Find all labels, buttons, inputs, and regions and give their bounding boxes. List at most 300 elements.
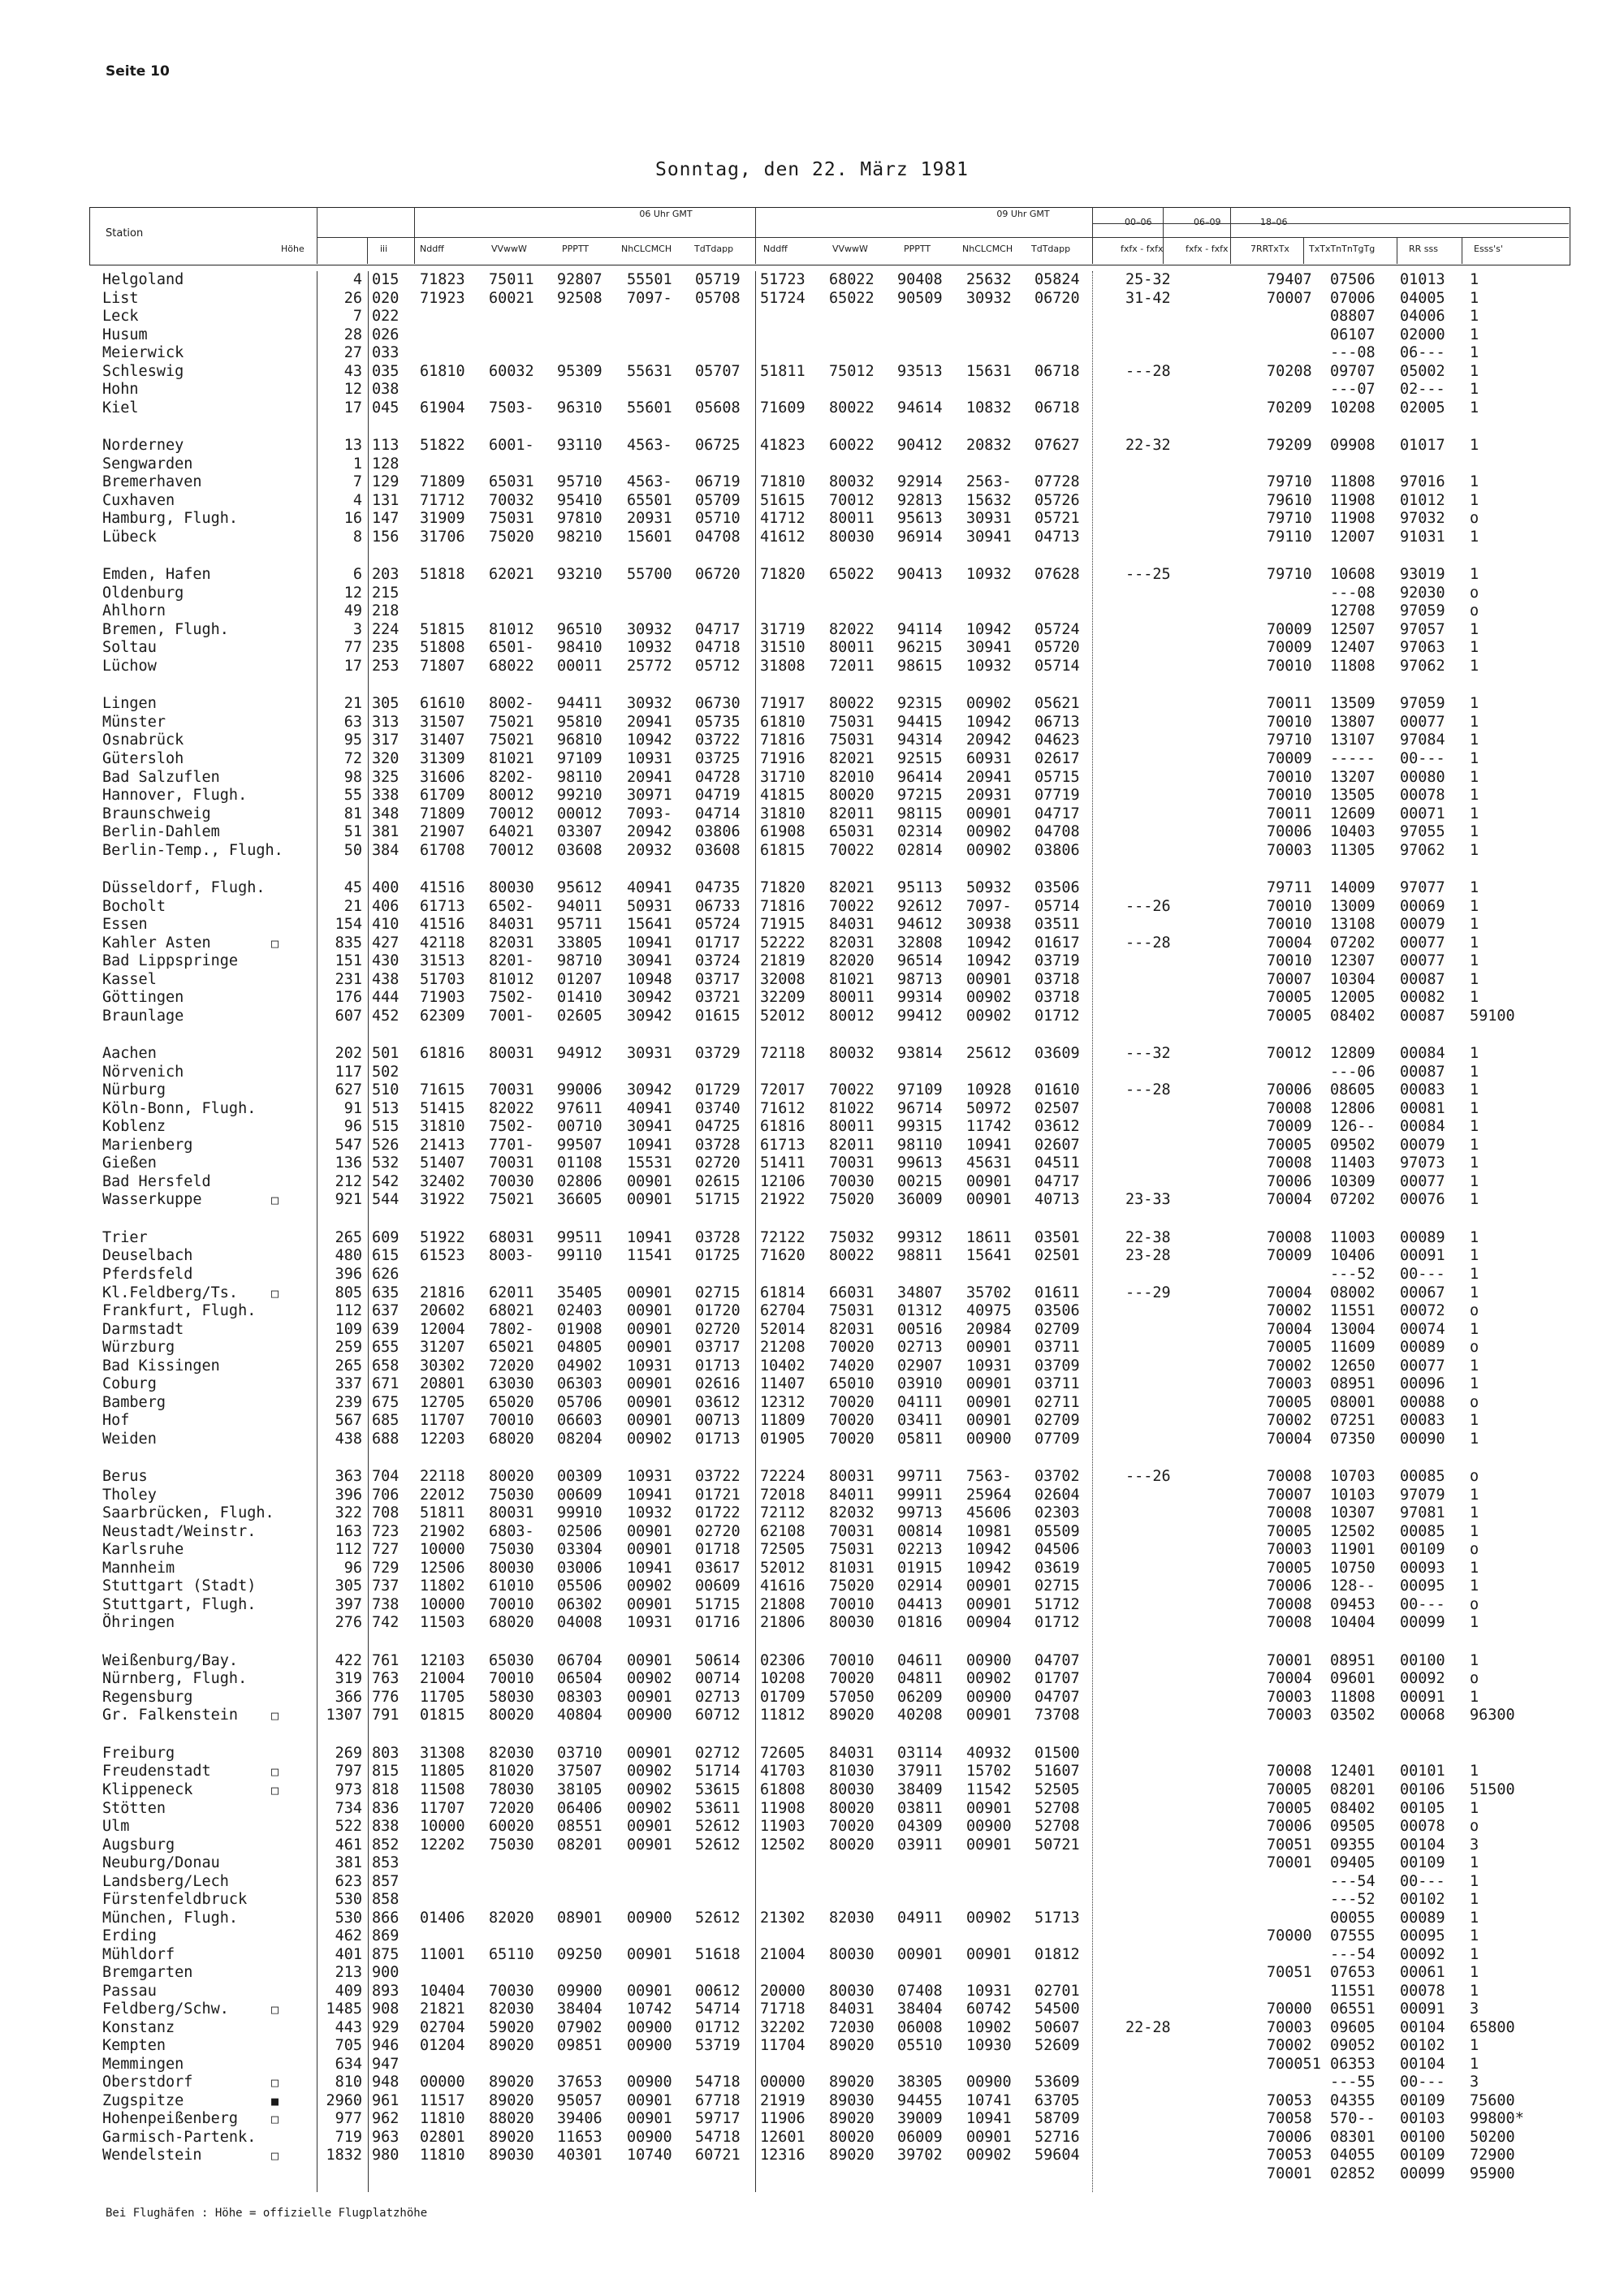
obs-09-2: 75020	[829, 1191, 875, 1209]
group-rr-sss: 02---	[1400, 381, 1445, 399]
obs-06-1: 20801	[420, 1375, 465, 1393]
obs-09-5: 04717	[1034, 1172, 1080, 1190]
station-height: 265	[335, 1357, 362, 1375]
gust-00-06: 25-32	[1125, 271, 1171, 288]
station-id: 430	[372, 952, 400, 970]
station-name: Deuselbach	[102, 1247, 193, 1265]
group-esss: 1	[1470, 713, 1479, 731]
group-temp-extremes: 10406	[1330, 1247, 1376, 1265]
station-height: 977	[335, 2110, 362, 2128]
station-id: 113	[372, 437, 400, 455]
table-row	[0, 510, 1624, 528]
obs-06-2: 70030	[489, 1982, 534, 2000]
obs-09-4: 20931	[966, 787, 1012, 804]
obs-06-3: 08204	[557, 1430, 603, 1448]
table-row	[0, 1541, 1624, 1559]
obs-06-4: 10948	[627, 970, 672, 988]
obs-06-3: 09900	[557, 1982, 603, 2000]
station-name: Bad Hersfeld	[102, 1172, 211, 1190]
obs-06-1: 22118	[420, 1468, 465, 1486]
obs-06-5: 00713	[695, 1412, 741, 1430]
table-row	[0, 437, 1624, 455]
obs-09-2: 80030	[829, 1614, 875, 1632]
station-id: 857	[372, 1872, 400, 1890]
obs-09-1: 12312	[760, 1393, 806, 1411]
obs-06-1: 11805	[420, 1763, 465, 1780]
obs-06-5: 06725	[695, 437, 741, 455]
group-esss: 65800	[1470, 2018, 1515, 2036]
group-7rr: 70001	[1267, 2164, 1312, 2182]
obs-09-5: 06718	[1034, 362, 1080, 380]
obs-09-4: 2563-	[966, 473, 1012, 491]
group-esss: 1	[1470, 344, 1479, 362]
table-row	[0, 363, 1624, 381]
obs-06-2: 8201-	[489, 952, 534, 970]
station-name: Wasserkuppe	[102, 1191, 202, 1209]
obs-09-3: 97109	[897, 1081, 943, 1099]
obs-06-4: 00901	[627, 1541, 672, 1559]
station-height: 1	[352, 455, 362, 473]
obs-09-5: 06720	[1034, 289, 1080, 307]
group-rr-sss: 97059	[1400, 602, 1445, 620]
obs-06-2: 89020	[489, 2037, 534, 2055]
obs-06-1: 20602	[420, 1302, 465, 1319]
obs-06-5: 00609	[695, 1577, 741, 1595]
obs-06-3: 03307	[557, 823, 603, 840]
station-id: 946	[372, 2037, 400, 2055]
obs-09-1: 71916	[760, 750, 806, 767]
station-height: 319	[335, 1670, 362, 1688]
station-height: 91	[343, 1099, 362, 1117]
obs-09-4: 00901	[966, 1339, 1012, 1356]
obs-09-4: 50932	[966, 879, 1012, 897]
obs-09-5: 50607	[1034, 2018, 1080, 2036]
table-row	[0, 989, 1624, 1007]
table-row	[0, 695, 1624, 713]
group-esss: 1	[1470, 1228, 1479, 1246]
header-station: Station	[106, 227, 144, 240]
obs-09-3: 37911	[897, 1763, 943, 1780]
group-temp-extremes: -----	[1330, 750, 1376, 767]
table-row	[0, 1468, 1624, 1486]
obs-09-1: 11812	[760, 1707, 806, 1724]
obs-09-5: 03612	[1034, 1118, 1080, 1136]
station-id: 763	[372, 1670, 400, 1688]
group-esss: 1	[1470, 1982, 1479, 2000]
obs-06-4: 10932	[627, 639, 672, 657]
obs-09-3: 99412	[897, 1007, 943, 1025]
station-height: 461	[335, 1836, 362, 1854]
gust-00-06: ---28	[1125, 934, 1171, 952]
station-height: 50	[343, 841, 362, 859]
mountain-station-icon: □	[271, 2075, 279, 2091]
obs-09-4: 10932	[966, 566, 1012, 584]
group-temp-extremes: 10703	[1330, 1468, 1376, 1486]
table-row	[0, 1137, 1624, 1154]
obs-09-2: 82031	[829, 1320, 875, 1338]
station-id: 947	[372, 2055, 400, 2073]
group-esss: 1	[1470, 473, 1479, 491]
obs-09-2: 75020	[829, 1577, 875, 1595]
obs-06-4: 4563-	[627, 473, 672, 491]
station-name: Kahler Asten	[102, 934, 211, 952]
obs-06-3: 40804	[557, 1707, 603, 1724]
obs-06-5: 52612	[695, 1836, 741, 1854]
obs-09-5: 07627	[1034, 437, 1080, 455]
obs-09-3: 96215	[897, 639, 943, 657]
group-7rr: 700051	[1267, 2055, 1321, 2073]
obs-06-4: 00902	[627, 1430, 672, 1448]
obs-06-1: 51415	[420, 1099, 465, 1117]
obs-06-3: 01410	[557, 989, 603, 1007]
header-iii: iii	[380, 244, 388, 254]
group-rr-sss: 00087	[1400, 1007, 1445, 1025]
group-rr-sss: 00068	[1400, 1707, 1445, 1724]
station-height: 627	[335, 1081, 362, 1099]
obs-06-3: 06704	[557, 1651, 603, 1669]
station-height: 72	[343, 750, 362, 767]
obs-06-4: 00900	[627, 2018, 672, 2036]
station-height: 136	[335, 1154, 362, 1172]
obs-06-1: 10000	[420, 1818, 465, 1835]
obs-09-1: 52014	[760, 1320, 806, 1338]
table-row	[0, 566, 1624, 584]
obs-09-2: 70020	[829, 1670, 875, 1688]
group-7rr: 70002	[1267, 1412, 1312, 1430]
group-rr-sss: 00105	[1400, 1799, 1445, 1817]
table-row	[0, 1266, 1624, 1284]
station-id: 961	[372, 2091, 400, 2109]
obs-09-4: 10941	[966, 1136, 1012, 1154]
obs-06-5: 04714	[695, 805, 741, 822]
obs-06-5: 00612	[695, 1982, 741, 2000]
obs-09-1: 41823	[760, 437, 806, 455]
obs-09-4: 00901	[966, 1412, 1012, 1430]
group-rr-sss: 05002	[1400, 362, 1445, 380]
table-row	[0, 1394, 1624, 1412]
obs-06-5: 67718	[695, 2091, 741, 2109]
station-id: 544	[372, 1191, 400, 1209]
obs-06-3: 03608	[557, 841, 603, 859]
table-row	[0, 787, 1624, 805]
obs-09-4: 00901	[966, 805, 1012, 822]
obs-06-1: 51818	[420, 566, 465, 584]
group-rr-sss: 00104	[1400, 2055, 1445, 2073]
obs-09-2: 75031	[829, 732, 875, 749]
group-esss: 1	[1470, 805, 1479, 822]
obs-09-5: 01812	[1034, 1945, 1080, 1963]
table-row	[0, 658, 1624, 675]
station-height: 49	[343, 602, 362, 620]
mountain-station-icon: □	[271, 1764, 279, 1780]
obs-06-5: 51714	[695, 1763, 741, 1780]
station-name: Gütersloh	[102, 750, 184, 767]
group-rr-sss: 00083	[1400, 1412, 1445, 1430]
station-height: 4	[352, 271, 362, 288]
group-rr-sss: 00089	[1400, 1339, 1445, 1356]
obs-09-5: 01712	[1034, 1614, 1080, 1632]
group-rr-sss: 00096	[1400, 1375, 1445, 1393]
obs-09-3: 06008	[897, 2018, 943, 2036]
obs-06-4: 25772	[627, 657, 672, 675]
group-esss: 1	[1470, 1099, 1479, 1117]
obs-09-3: 04413	[897, 1595, 943, 1613]
obs-09-4: 00901	[966, 1595, 1012, 1613]
obs-06-4: 00901	[627, 1393, 672, 1411]
obs-09-2: 82021	[829, 879, 875, 897]
obs-06-1: 71823	[420, 271, 465, 288]
obs-06-2: 82030	[489, 1744, 534, 1762]
station-id: 688	[372, 1430, 400, 1448]
group-7rr: 70008	[1267, 1099, 1312, 1117]
station-name: Bad Kissingen	[102, 1357, 220, 1375]
obs-09-4: 00901	[966, 1393, 1012, 1411]
obs-09-3: 32808	[897, 934, 943, 952]
group-7rr: 70005	[1267, 1781, 1312, 1798]
group-esss: 1	[1470, 732, 1479, 749]
obs-09-1: 72112	[760, 1504, 806, 1522]
obs-09-3: 03411	[897, 1412, 943, 1430]
group-rr-sss: 00067	[1400, 1284, 1445, 1301]
obs-09-3: 96714	[897, 1099, 943, 1117]
obs-06-5: 03724	[695, 952, 741, 970]
group-esss: 51500	[1470, 1781, 1515, 1798]
obs-09-3: 98110	[897, 1136, 943, 1154]
obs-06-4: 00902	[627, 1670, 672, 1688]
obs-09-2: 60022	[829, 437, 875, 455]
obs-09-5: 05720	[1034, 639, 1080, 657]
obs-06-1: 01406	[420, 1909, 465, 1927]
station-name: Hannover, Flugh.	[102, 787, 248, 804]
table-row	[0, 1229, 1624, 1247]
obs-06-2: 70032	[489, 491, 534, 509]
obs-09-1: 11908	[760, 1799, 806, 1817]
obs-09-3: 90412	[897, 437, 943, 455]
table-row	[0, 1964, 1624, 1982]
obs-06-2: 75030	[489, 1486, 534, 1504]
group-rr-sss: 02000	[1400, 326, 1445, 343]
table-row	[0, 916, 1624, 934]
obs-09-3: 02213	[897, 1541, 943, 1559]
table-row	[0, 714, 1624, 732]
group-rr-sss: 00080	[1400, 768, 1445, 786]
obs-09-2: 80011	[829, 1118, 875, 1136]
obs-06-2: 65021	[489, 1339, 534, 1356]
obs-06-2: 89020	[489, 2091, 534, 2109]
obs-09-1: 71816	[760, 732, 806, 749]
group-rr-sss: 97063	[1400, 639, 1445, 657]
obs-09-2: 84031	[829, 2000, 875, 2018]
table-row	[0, 1064, 1624, 1081]
table-row	[0, 1412, 1624, 1430]
group-temp-extremes: 11908	[1330, 510, 1376, 528]
obs-09-3: 90509	[897, 289, 943, 307]
station-name: Neustadt/Weinstr.	[102, 1522, 257, 1540]
group-temp-extremes: 09453	[1330, 1595, 1376, 1613]
obs-06-5: 05708	[695, 289, 741, 307]
group-rr-sss: 00081	[1400, 1099, 1445, 1117]
obs-09-3: 00516	[897, 1320, 943, 1338]
group-esss: 95900	[1470, 2164, 1515, 2182]
group-esss: 1	[1470, 1651, 1479, 1669]
group-esss: o	[1470, 584, 1479, 602]
obs-09-1: 71718	[760, 2000, 806, 2018]
obs-06-5: 03728	[695, 1228, 741, 1246]
obs-09-5: 07628	[1034, 566, 1080, 584]
obs-06-4: 30942	[627, 989, 672, 1007]
obs-06-1: 31922	[420, 1191, 465, 1209]
station-name: Pferdsfeld	[102, 1266, 193, 1283]
obs-06-3: 02605	[557, 1007, 603, 1025]
obs-06-2: 80031	[489, 1504, 534, 1522]
station-id: 900	[372, 1964, 400, 1982]
station-height: 623	[335, 1872, 362, 1890]
table-row	[0, 381, 1624, 399]
obs-06-4: 40941	[627, 879, 672, 897]
obs-09-5: 52716	[1034, 2128, 1080, 2146]
obs-09-1: 00000	[760, 2074, 806, 2091]
obs-06-3: 40301	[557, 2147, 603, 2164]
group-rr-sss: 00101	[1400, 1763, 1445, 1780]
station-id: 513	[372, 1099, 400, 1117]
obs-09-1: 31810	[760, 805, 806, 822]
obs-06-4: 00901	[627, 1191, 672, 1209]
group-temp-extremes: 10307	[1330, 1504, 1376, 1522]
group-esss: 1	[1470, 768, 1479, 786]
station-id: 658	[372, 1357, 400, 1375]
obs-06-4: 10742	[627, 2000, 672, 2018]
station-height: 438	[335, 1430, 362, 1448]
station-height: 55	[343, 787, 362, 804]
group-temp-extremes: ---54	[1330, 1945, 1376, 1963]
station-height: 109	[335, 1320, 362, 1338]
group-temp-extremes: 11403	[1330, 1154, 1376, 1172]
group-7rr: 70058	[1267, 2110, 1312, 2128]
obs-06-4: 10931	[627, 1357, 672, 1375]
table-row	[0, 2147, 1624, 2164]
obs-06-3: 99006	[557, 1081, 603, 1099]
obs-06-3: 02506	[557, 1522, 603, 1540]
obs-09-2: 70031	[829, 1154, 875, 1172]
station-id: 791	[372, 1707, 400, 1724]
station-height: 95	[343, 732, 362, 749]
group-temp-extremes: 00055	[1330, 1909, 1376, 1927]
station-id: 203	[372, 566, 400, 584]
group-esss: 1	[1470, 1522, 1479, 1540]
obs-06-3: 00012	[557, 805, 603, 822]
obs-06-1: 30302	[420, 1357, 465, 1375]
obs-06-4: 00901	[627, 1412, 672, 1430]
station-height: 530	[335, 1909, 362, 1927]
group-temp-extremes: 07555	[1330, 1927, 1376, 1945]
obs-06-1: 10000	[420, 1595, 465, 1613]
table-row	[0, 1614, 1624, 1632]
obs-09-2: 89020	[829, 2147, 875, 2164]
station-id: 235	[372, 639, 400, 657]
obs-09-5: 01610	[1034, 1081, 1080, 1099]
obs-06-5: 03722	[695, 732, 741, 749]
obs-09-1: 72017	[760, 1081, 806, 1099]
group-7rr: 70053	[1267, 2091, 1312, 2109]
obs-06-4: 00901	[627, 1284, 672, 1301]
obs-06-3: 95710	[557, 473, 603, 491]
group-esss: 1	[1470, 1504, 1479, 1522]
station-id: 218	[372, 602, 400, 620]
obs-09-5: 06718	[1034, 399, 1080, 416]
station-name: Schleswig	[102, 362, 184, 380]
group-temp-extremes: 13009	[1330, 897, 1376, 915]
obs-09-2: 80022	[829, 399, 875, 416]
obs-09-1: 12502	[760, 1836, 806, 1854]
station-height: 231	[335, 970, 362, 988]
station-name: Oberstdorf	[102, 2074, 193, 2091]
obs-06-2: 89020	[489, 2128, 534, 2146]
obs-06-5: 05608	[695, 399, 741, 416]
station-name: Emden, Hafen	[102, 566, 211, 584]
obs-06-3: 06504	[557, 1670, 603, 1688]
station-name: Neuburg/Donau	[102, 1854, 220, 1871]
group-7rr: 70001	[1267, 1651, 1312, 1669]
obs-09-2: 57050	[829, 1688, 875, 1706]
group-esss: 1	[1470, 620, 1479, 638]
obs-09-1: 10402	[760, 1357, 806, 1375]
station-name: Stuttgart (Stadt)	[102, 1577, 257, 1595]
table-row	[0, 2056, 1624, 2074]
obs-09-5: 03506	[1034, 1302, 1080, 1319]
station-height: 96	[343, 1559, 362, 1577]
obs-06-2: 81012	[489, 970, 534, 988]
station-name: Stötten	[102, 1799, 166, 1817]
obs-09-1: 61908	[760, 823, 806, 840]
footnote: Bei Flughäfen : Höhe = offizielle Flugplatzhöhe	[106, 2207, 428, 2220]
group-esss: 1	[1470, 1927, 1479, 1945]
group-esss: 1	[1470, 934, 1479, 952]
group-esss: 1	[1470, 750, 1479, 767]
obs-09-2: 89030	[829, 2091, 875, 2109]
obs-06-5: 05710	[695, 510, 741, 528]
group-temp-extremes: 08002	[1330, 1284, 1376, 1301]
obs-06-1: 12203	[420, 1430, 465, 1448]
group-esss: 1	[1470, 1172, 1479, 1190]
station-id: 305	[372, 695, 400, 713]
obs-06-1: 71712	[420, 491, 465, 509]
obs-06-3: 99511	[557, 1228, 603, 1246]
table-row	[0, 952, 1624, 970]
group-esss: 1	[1470, 1357, 1479, 1375]
group-temp-extremes: ---55	[1330, 2074, 1376, 2091]
table-row	[0, 585, 1624, 602]
group-rr-sss: 00104	[1400, 1836, 1445, 1854]
obs-06-2: 70012	[489, 805, 534, 822]
obs-09-3: 98115	[897, 805, 943, 822]
group-temp-extremes: 11808	[1330, 473, 1376, 491]
station-height: 176	[335, 989, 362, 1007]
group-rr-sss: 00084	[1400, 1045, 1445, 1063]
station-height: 117	[335, 1063, 362, 1081]
obs-09-2: 70012	[829, 491, 875, 509]
group-temp-extremes: 08402	[1330, 1007, 1376, 1025]
obs-06-2: 82030	[489, 2000, 534, 2018]
obs-06-4: 00901	[627, 1375, 672, 1393]
table-row	[0, 823, 1624, 841]
obs-06-5: 04719	[695, 787, 741, 804]
table-row	[0, 1045, 1624, 1063]
header-period-3: 18–06	[1260, 217, 1288, 227]
station-id: 526	[372, 1136, 400, 1154]
obs-09-5: 02617	[1034, 750, 1080, 767]
obs-09-2: 80020	[829, 1799, 875, 1817]
obs-09-1: 20000	[760, 1982, 806, 2000]
